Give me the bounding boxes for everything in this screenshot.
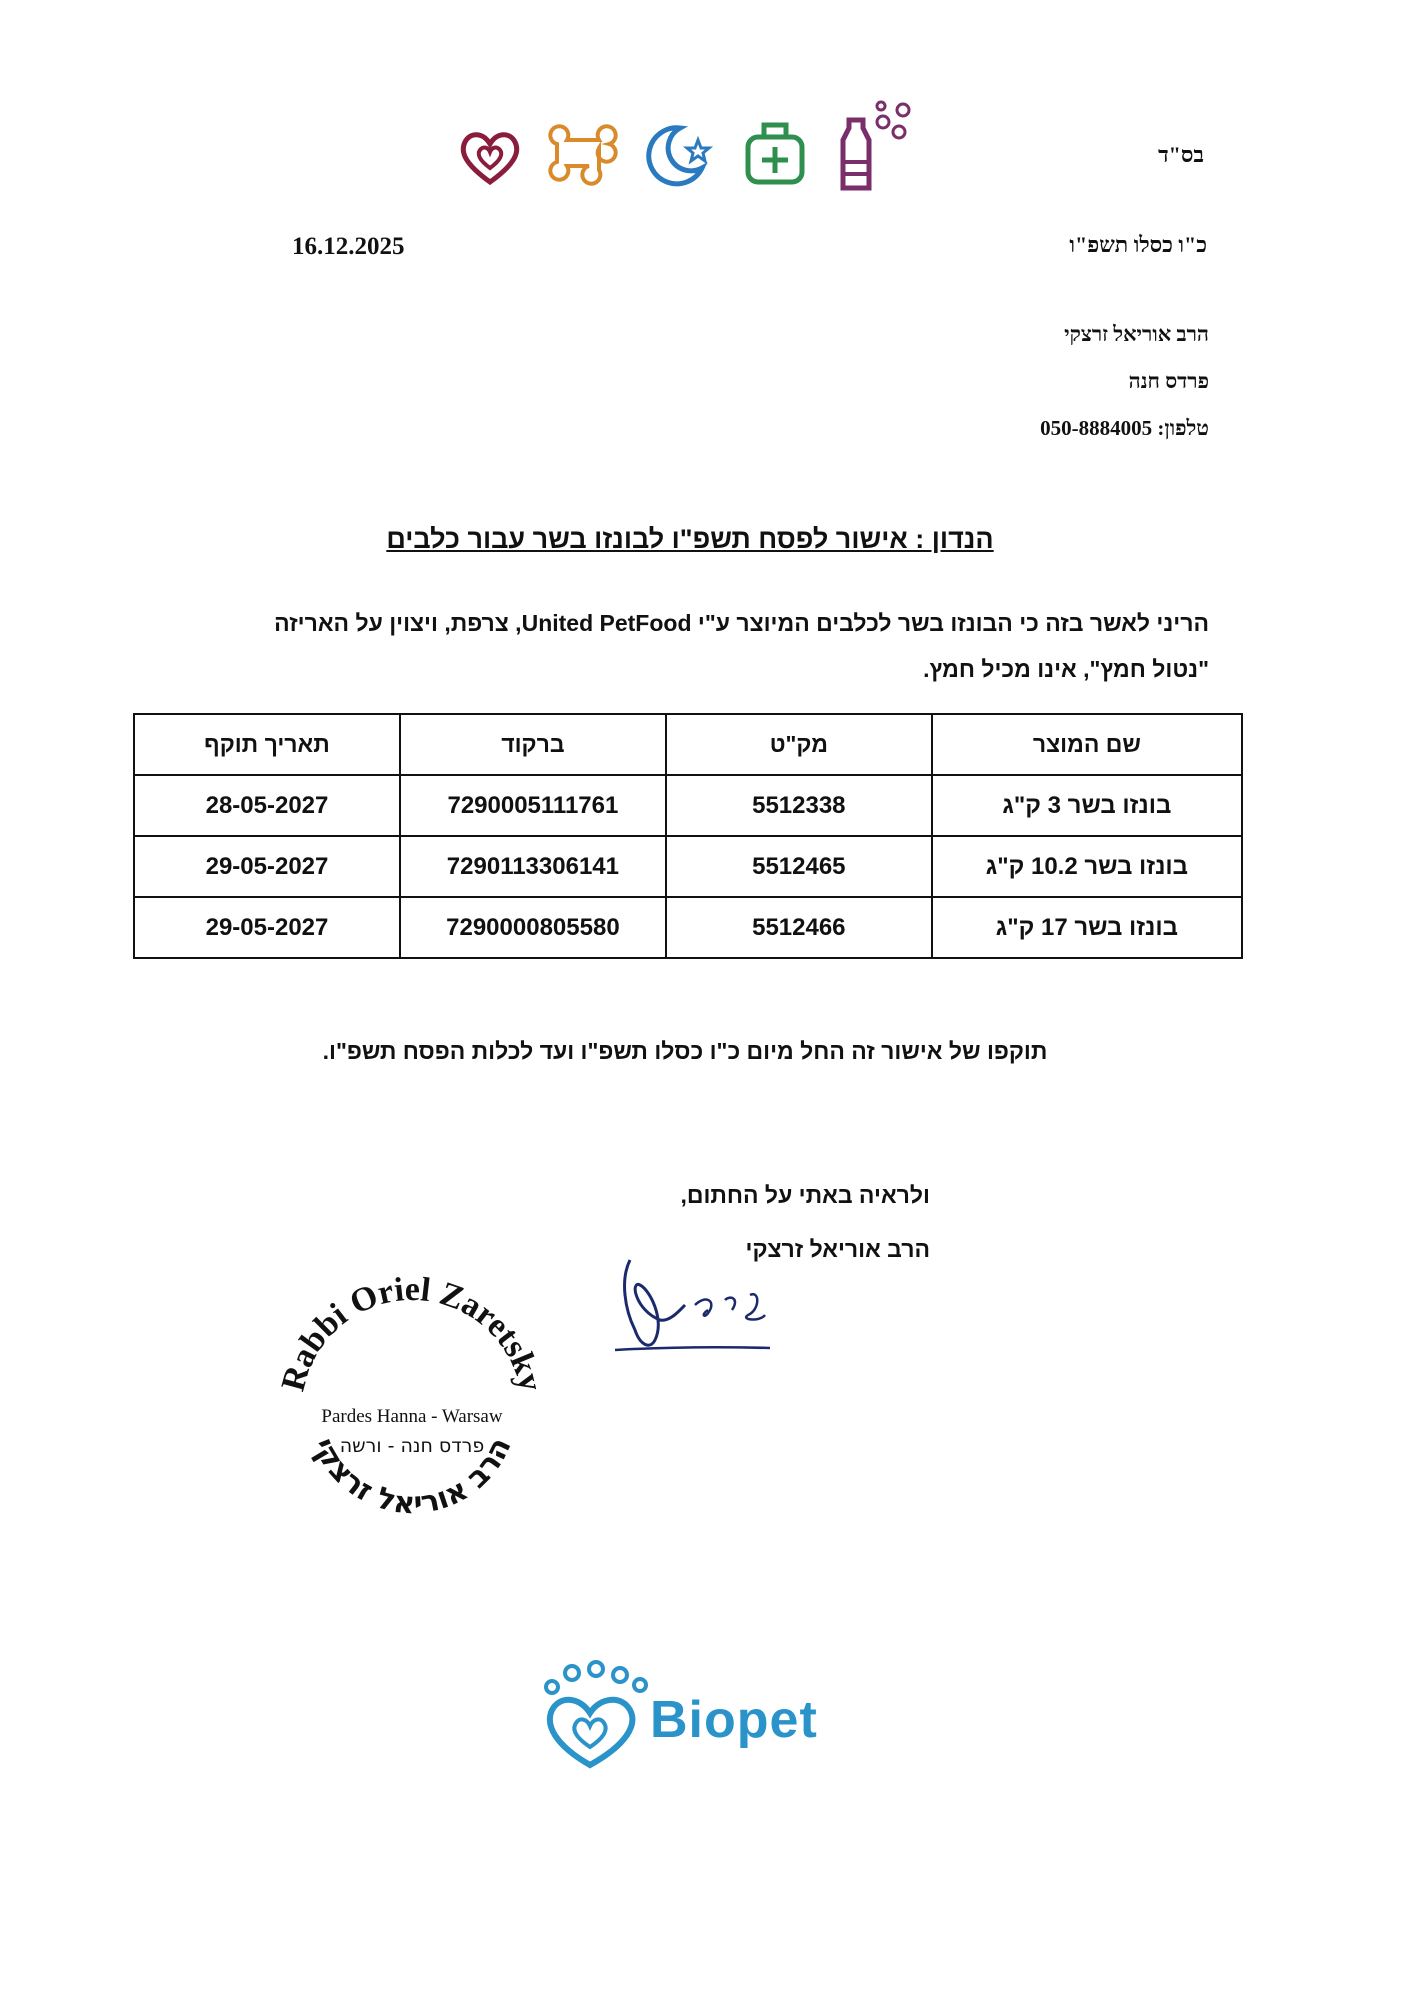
cell-sku: 5512338 xyxy=(666,775,932,836)
handwritten-signature xyxy=(610,1250,780,1360)
stamp-top-arc: Rabbi Oriel Zaretsky xyxy=(274,1270,550,1395)
closing-line-1: ולראיה באתי על החתום, xyxy=(680,1182,930,1208)
cell-product-name: בונזו בשר 3 ק"ג xyxy=(932,775,1242,836)
body-line-2: "נטול חמץ", אינו מכיל חמץ. xyxy=(923,656,1209,682)
biopet-logo-text: Biopet xyxy=(650,1691,818,1749)
header-product-name: שם המוצר xyxy=(932,714,1242,775)
cell-expiry: 28-05-2027 xyxy=(134,775,400,836)
header-expiry: תאריך תוקף xyxy=(134,714,400,775)
moon-star-icon xyxy=(640,118,715,193)
bone-icon xyxy=(543,122,623,192)
cell-expiry: 29-05-2027 xyxy=(134,836,400,897)
stamp-middle-he: פרדס חנה - ורשה xyxy=(339,1435,485,1457)
heart-icon xyxy=(455,122,525,192)
validity-statement: תוקפו של אישור זה החל מיום כ"ו כסלו תשפ"ו ועד לכלות הפסח תשפ"ו. xyxy=(322,1038,1048,1064)
header-icons xyxy=(455,100,935,195)
cell-sku: 5512466 xyxy=(666,897,932,958)
table-header-row xyxy=(134,714,1242,775)
rabbi-stamp xyxy=(272,1260,552,1560)
hebrew-date: כ"ו כסלו תשפ"ו xyxy=(1069,232,1207,257)
stamp-middle-en: Pardes Hanna - Warsaw xyxy=(321,1406,503,1427)
address-phone: טלפון: 050-8884005 xyxy=(1040,416,1209,440)
header-barcode: ברקוד xyxy=(400,714,666,775)
cell-sku: 5512465 xyxy=(666,836,932,897)
cell-barcode: 7290113306141 xyxy=(400,836,666,897)
cell-product-name: בונזו בשר 17 ק"ג xyxy=(932,897,1242,958)
cell-product-name: בונזו בשר 10.2 ק"ג xyxy=(932,836,1242,897)
stamp-bottom-arc: הרב אוריאל זרצקי xyxy=(305,1431,519,1522)
address-city: פרדס חנה xyxy=(1128,369,1209,393)
table-row xyxy=(134,775,1242,836)
products-table xyxy=(133,713,1243,959)
cell-barcode: 7290005111761 xyxy=(400,775,666,836)
table-row xyxy=(134,897,1242,958)
recipient-address xyxy=(1040,322,1209,463)
subject-heading: הנדון : אישור לפסח תשפ"ו לבונזו בשר עבור כלבים xyxy=(386,524,994,554)
header-sku: מק"ט xyxy=(666,714,932,775)
address-name: הרב אוריאל זרצקי xyxy=(1064,322,1209,346)
medical-bag-icon xyxy=(740,115,810,190)
cell-barcode: 7290000805580 xyxy=(400,897,666,958)
closing-signer: הרב אוריאל זרצקי xyxy=(745,1236,930,1262)
bsd-mark: בס"ד xyxy=(1158,142,1204,167)
table-row xyxy=(134,836,1242,897)
certification-text xyxy=(199,600,1209,692)
svg-text:Rabbi Oriel Zaretsky xyxy=(275,1271,550,1395)
body-line-1: הריני לאשר בזה כי הבונזו בשר לכלבים המיוצר ע"י United PetFood, צרפת, ויצוין על האריזה xyxy=(274,610,1209,636)
gregorian-date: 16.12.2025 xyxy=(292,233,405,260)
bottle-bubbles-icon xyxy=(833,100,923,195)
cell-expiry: 29-05-2027 xyxy=(134,897,400,958)
